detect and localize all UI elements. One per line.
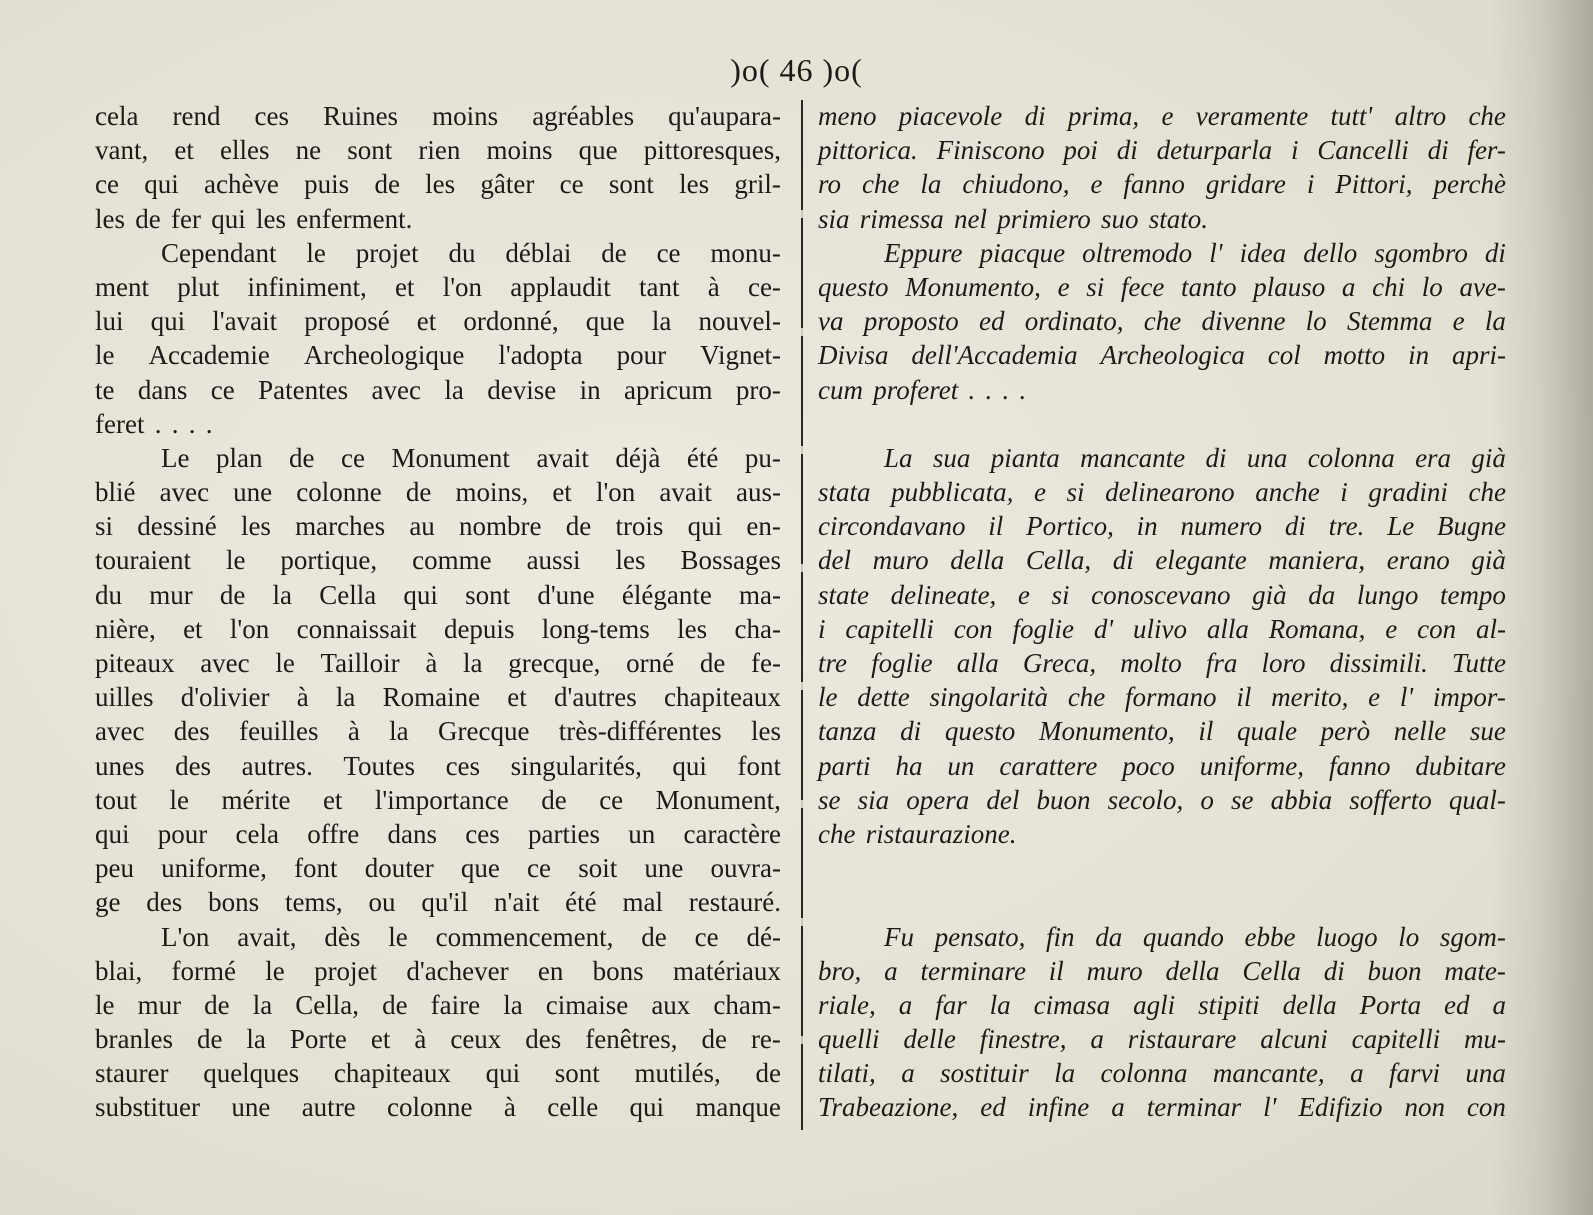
italian-text-line: sia rimessa nel primiero suo stato.: [818, 203, 1209, 234]
french-text-line: substituer une autre colonne à celle qui manque: [95, 1092, 781, 1123]
french-text-line: piteaux avec le Tailloir à la grecque, orné de fe-: [95, 648, 781, 678]
french-text-line: blié avec une colonne de moins, et l'on avait aus-: [95, 477, 781, 508]
french-text-line: uilles d'olivier à la Romaine et d'autres chapiteaux: [95, 682, 781, 713]
french-text-line: du mur de la Cella qui sont d'une élégante ma-: [95, 579, 781, 610]
italian-text-line: del muro della Cella, di elegante maniera, erano già: [818, 545, 1506, 576]
french-text-line: le mur de la Cella, de faire la cimaise aux cham-: [95, 989, 781, 1020]
french-text-line: ge des bons tems, ou qu'il n'ait été mal restauré.: [95, 887, 781, 918]
italian-text-line: bro, a terminare il muro della Cella di buon mate-: [818, 955, 1506, 986]
italian-text-line: va proposto ed ordinato, che divenne lo Stemma e la: [818, 306, 1506, 337]
italian-text-line: Divisa dell'Accademia Archeologica col motto in apri-: [818, 340, 1506, 371]
italian-text-line: tre foglie alla Greca, molto fra loro dissimili. Tutte: [818, 648, 1506, 678]
italian-text-line: Fu pensato, fin da quando ebbe luogo lo sgom-: [884, 921, 1506, 952]
french-column: [95, 99, 781, 1125]
italian-text-line: se sia opera del buon secolo, o se abbia sofferto qual-: [818, 784, 1506, 815]
italian-text-line: che ristaurazione.: [818, 818, 1017, 849]
italian-text-line: riale, a far la cimasa agli stipiti della Porta ed a: [818, 989, 1506, 1020]
italian-text-line: Eppure piacque oltremodo l' idea dello sgombro di: [884, 237, 1506, 268]
italian-text-line: stata pubblicata, e si delinearono anche i gradini che: [818, 477, 1506, 508]
italian-text-line: quelli delle finestre, a ristaurare alcuni capitelli mu-: [818, 1024, 1506, 1055]
italian-text-line: cum proferet . . . .: [818, 374, 1027, 405]
french-text-line: avec des feuilles à la Grecque très-différentes les: [95, 716, 781, 747]
blank-line: [818, 851, 1506, 885]
french-text-line: si dessiné les marches au nombre de trois qui en-: [95, 511, 781, 542]
french-text-line: qui pour cela offre dans ces parties un caractère: [95, 818, 781, 849]
blank-line: [818, 885, 1506, 919]
french-text-line: te dans ce Patentes avec la devise in apricum pro-: [95, 374, 781, 405]
french-text-line: tout le mérite et l'importance de ce Monument,: [95, 784, 781, 815]
french-text-line: unes des autres. Toutes ces singularités, qui font: [95, 750, 781, 781]
french-text-line: staurer quelques chapiteaux qui sont mutilés, de: [95, 1058, 781, 1089]
french-text-line: touraient le portique, comme aussi les Bossages: [95, 545, 781, 576]
french-text-line: cela rend ces Ruines moins agréables qu'aupara-: [95, 101, 781, 131]
italian-text-line: pittorica. Finiscono poi di deturparla i Cancelli di fer-: [818, 135, 1506, 166]
italian-text-line: parti ha un carattere poco uniforme, fanno dubitare: [818, 750, 1506, 781]
italian-column: [818, 99, 1506, 1125]
french-text-line: nière, et l'on connaissait depuis long-tems les cha-: [95, 613, 781, 644]
italian-text-line: le dette singolarità che formano il merito, e l' impor-: [818, 682, 1506, 713]
page-number: )o( 46 )o(: [730, 52, 863, 88]
french-text-line: Le plan de ce Monument avait déjà été pu-: [161, 442, 781, 473]
blank-line: [818, 407, 1506, 441]
italian-text-line: questo Monumento, e si fece tanto plauso a chi lo ave-: [818, 271, 1506, 302]
french-text-line: Cependant le projet du déblai de ce monu-: [161, 237, 781, 268]
italian-text-line: La sua pianta mancante di una colonna era già: [884, 442, 1506, 473]
french-text-line: ment plut infiniment, et l'on applaudit tant à ce-: [95, 271, 781, 302]
french-text-line: blai, formé le projet d'achever en bons matériaux: [95, 955, 781, 986]
french-text-line: L'on avait, dès le commencement, de ce dé-: [161, 921, 781, 952]
italian-text-line: ro che la chiudono, e fanno gridare i Pittori, perchè: [818, 169, 1506, 200]
french-text-line: branles de la Porte et à ceux des fenêtres, de re-: [95, 1024, 781, 1055]
italian-text-line: circondavano il Portico, in numero di tre. Le Bugne: [818, 511, 1506, 542]
french-text-line: les de fer qui les enferment.: [95, 203, 413, 234]
french-text-line: vant, et elles ne sont rien moins que pittoresques,: [95, 135, 781, 166]
italian-text-line: meno piacevole di prima, e veramente tutt' altro che: [818, 101, 1506, 131]
italian-text-line: tanza di questo Monumento, il quale però nelle sue: [818, 716, 1506, 747]
column-divider: [801, 100, 803, 1130]
italian-text-line: Trabeazione, ed infine a terminar l' Edifizio non con: [818, 1092, 1506, 1123]
italian-text-line: tilati, a sostituir la colonna mancante, a farvi una: [818, 1058, 1506, 1089]
french-text-line: lui qui l'avait proposé et ordonné, que la nouvel-: [95, 306, 781, 337]
french-text-line: le Accademie Archeologique l'adopta pour Vignet-: [95, 340, 781, 371]
french-text-line: feret . . . .: [95, 408, 213, 439]
italian-text-line: i capitelli con foglie d' ulivo alla Romana, e con al-: [818, 613, 1506, 644]
italian-text-line: state delineate, e si conoscevano già da lungo tempo: [818, 579, 1506, 610]
french-text-line: ce qui achève puis de les gâter ce sont les gril-: [95, 169, 781, 200]
french-text-line: peu uniforme, font douter que ce soit une ouvra-: [95, 853, 781, 884]
